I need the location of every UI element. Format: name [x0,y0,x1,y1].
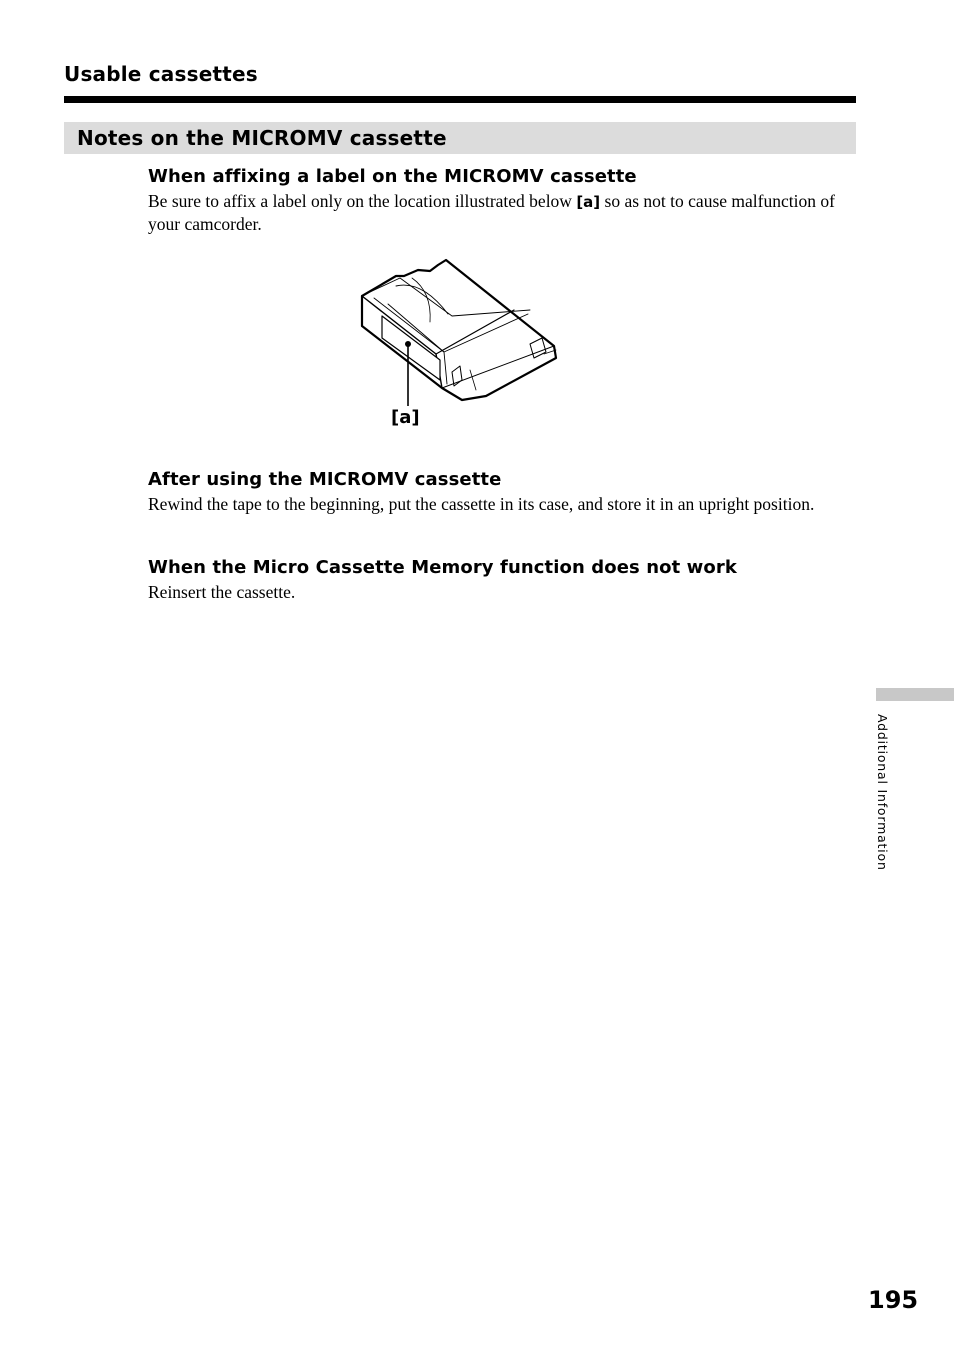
item-heading-label: When affixing a label on the MICROMV cassette [148,166,637,187]
label-reference: [a] [576,193,601,211]
item-text-part: Be sure to affix a label only on the location illustrated below [148,191,577,211]
item-text-label: Reinsert the cassette. [148,582,296,602]
item-text-label [148,190,848,235]
item-text-label: Rewind the tape to the beginning, put the cassette in its case, and store it in an upright position. [148,494,815,514]
sidebar-section-label: Additional Information [875,714,890,871]
section-heading: Notes on the MICROMV cassette [77,126,447,150]
page-number: 195 [868,1286,919,1314]
micromv-cassette-illustration [352,252,564,437]
item-text-part: so as not to cause malfunction of your camcorder. [148,191,835,234]
callout-label: [a] [391,407,420,428]
section-tab-marker [876,688,954,701]
item-heading-label: When the Micro Cassette Memory function does not work [148,557,737,578]
item-heading-label: After using the MICROMV cassette [148,469,502,490]
page-section-title: Usable cassettes [64,62,258,86]
header-rule [64,96,856,103]
